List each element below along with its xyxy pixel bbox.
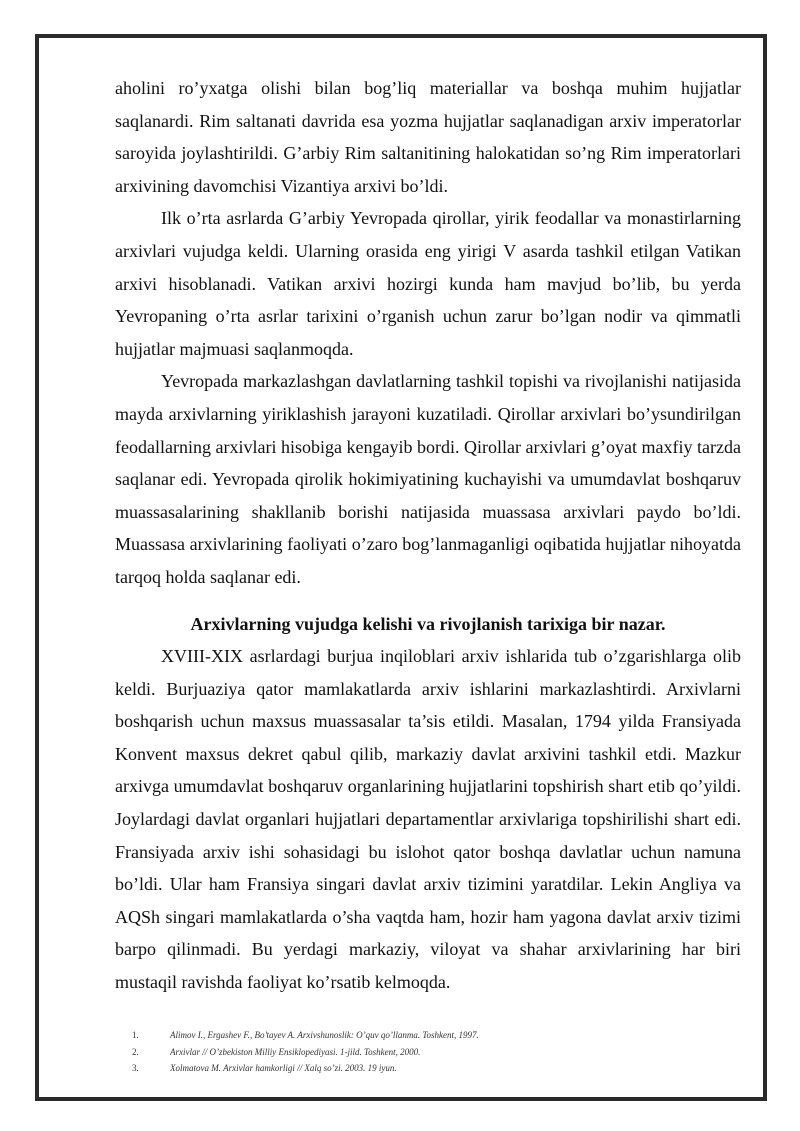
footnotes (132, 1027, 732, 1077)
footnote-text: Alimov I., Ergashev F., Bo’tayev A. Arxivshunoslik: O’quv qo’llanma. Toshkent, 1997. (170, 1030, 479, 1040)
paragraph: Ilk o’rta asrlarda G’arbiy Yevropada qirollar, yirik feodallar va monastirlarning arxivlari vujudga keldi. Ularning orasida eng yirigi V asarda tashkil etilgan Vatikan arxivi hisoblanadi. Vatikan arxivi hozirgi kunda ham mavjud bo’lib, bu yerda Yevropaning o’rta asrlar tarixini o’rganish uchun zarur bo’lgan nodir va qimmatli hujjatlar majmuasi saqlanmoqda. (115, 208, 741, 359)
footnote-number: 3. (132, 1063, 139, 1073)
section-heading: Arxivlarning vujudga kelishi va rivojlanish tarixiga bir nazar. (190, 613, 666, 634)
page-body (115, 72, 741, 999)
paragraph: XVIII-XIX asrlardagi burjua inqiloblari arxiv ishlarida tub o’zgarishlarga olib keldi. Burjuaziya qator mamlakatlarda arxiv ishlarini markazlashtirdi. Arxivlarni boshqarish uchun maxsus muassasalar ta’sis etildi. Masalan, 1794 yilda Fransiyada Konvent maxsus dekret qabul qilib, markaziy davlat arxivini tashkil etdi. Mazkur arxivga umumdavlat boshqaruv organlarining hujjatlarini topshirish shart etib qo’yildi. Joylardagi davlat organlari hujjatlari departamentlar arxivlariga topshirilishi shart edi. Fransiyada arxiv ishi sohasidagi bu islohot qator boshqa davlatlar uchun namuna bo’ldi. Ular ham Fransiya singari davlat arxiv tizimini yaratdilar. Lekin Angliya va AQSh singari mamlakatlarda o’sha vaqtda ham, hozir ham yagona davlat arxiv tizimi barpo qilinmadi. Bu yerdagi markaziy, viloyat va shahar arxivlarining har biri mustaqil ravishda faoliyat ko’rsatib kelmoqda. (115, 646, 741, 993)
footnote (132, 1060, 732, 1077)
footnote-number: 1. (132, 1030, 139, 1040)
footnote-text: Arxivlar // O’zbekiston Milliy Ensiklopediyasi. 1-jild. Toshkent, 2000. (170, 1046, 421, 1057)
paragraph: Yevropada markazlashgan davlatlarning tashkil topishi va rivojlanishi natijasida mayda arxivlarning yiriklashish jarayoni kuzatiladi. Qirollar arxivlari bo’ysundirilgan feodallarning arxivlari hisobiga kengayib bordi. Qirollar arxivlari g’oyat maxfiy tarzda saqlanar edi. Yevropada qirolik hokimiyatining kuchayishi va umumdavlat boshqaruv muassasalarining shakllanib borishi natijasida muassasa arxivlari paydo bo’ldi. Muassasa arxivlarining faoliyati o’zaro bog’lanmaganligi oqibatida hujjatlar nihoyatda tarqoq holda saqlanar edi. (115, 371, 741, 587)
footnote-text: Xolmatova M. Arxivlar hamkorligi // Xalq so’zi. 2003. 19 iyun. (170, 1063, 397, 1073)
footnote (132, 1044, 732, 1061)
paragraph: aholini ro’yxatga olishi bilan bog’liq materiallar va boshqa muhim hujjatlar saqlanardi. Rim saltanati davrida esa yozma hujjatlar saqlanadigan arxiv imperatorlar saroyida joylashtirildi. G’arbiy Rim saltanitining halokatidan so’ng Rim imperatorlari arxivining davomchisi Vizantiya arxivi bo’ldi. (115, 78, 741, 196)
footnote-number: 2. (132, 1046, 139, 1057)
footnote (132, 1027, 732, 1044)
